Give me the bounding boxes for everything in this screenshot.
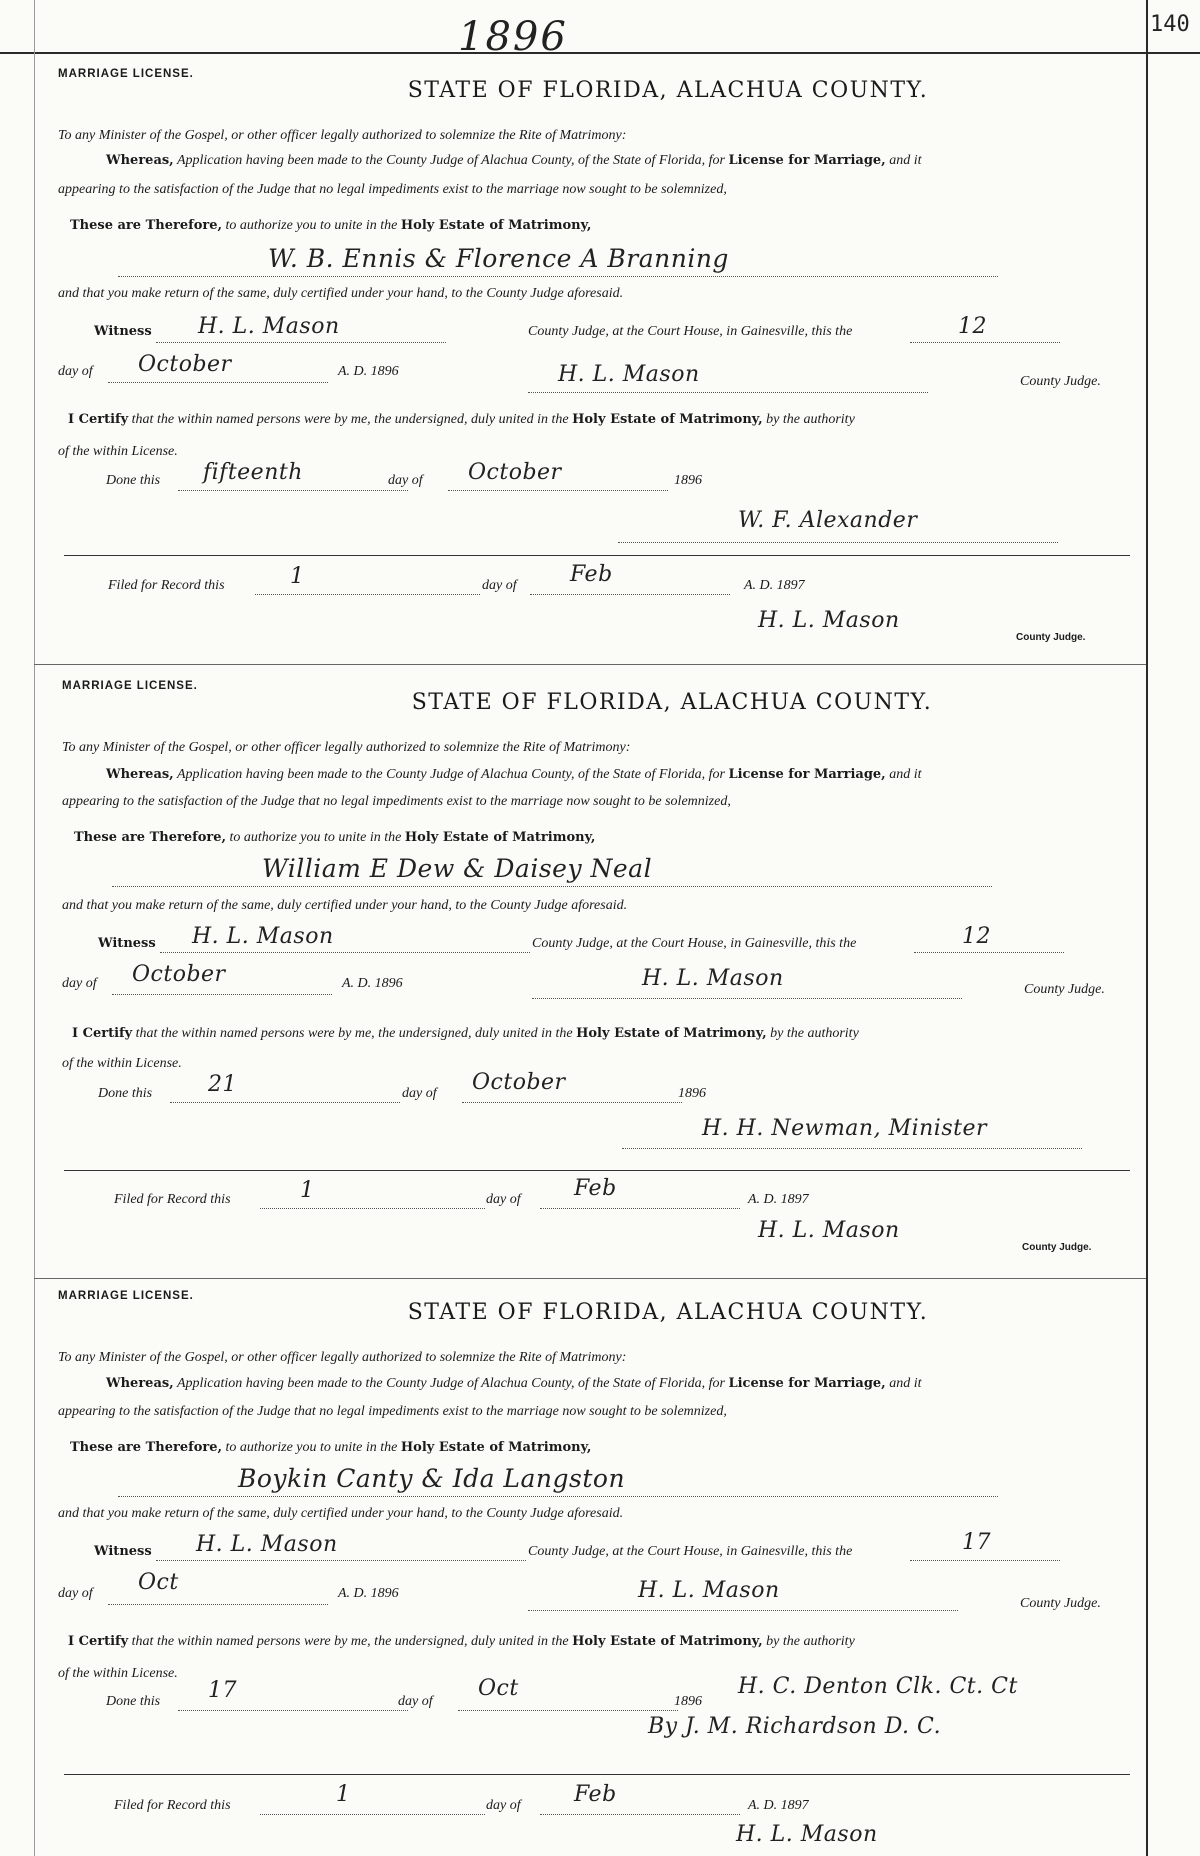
names-fill-line xyxy=(112,886,992,887)
filed-judge-handwritten-3: H. L. Mason xyxy=(736,1822,878,1847)
right-margin-rule xyxy=(1146,0,1148,1856)
certify-word: I Certify xyxy=(68,412,129,427)
these-line xyxy=(70,218,591,234)
witness-judge-handwritten: H. L. Mason xyxy=(196,1532,338,1557)
certify-line xyxy=(68,412,855,428)
whereas-word: Whereas, xyxy=(106,767,174,782)
officiant-signature-line xyxy=(622,1148,1082,1149)
county-judge-small-1: County Judge. xyxy=(1016,632,1086,643)
ad-label-wrap xyxy=(342,976,403,992)
holy-estate: Holy Estate of Matrimony, xyxy=(404,830,596,845)
filed-ad-label-2: A. D. 189 xyxy=(748,1192,802,1207)
done-day-of-label: day of xyxy=(398,1694,433,1709)
judge-signature-handwritten: H. L. Mason xyxy=(638,1578,780,1603)
these-text: to authorize you to unite in the xyxy=(225,218,398,233)
court-text: County Judge, at the Court House, in Gainesville, this the xyxy=(532,936,857,951)
issue-month-handwritten: October xyxy=(132,962,226,987)
couple-names-handwritten: William E Dew & Daisey Neal xyxy=(262,854,653,883)
issue-month-handwritten: Oct xyxy=(138,1570,179,1595)
certify-by: by the authority xyxy=(766,1634,855,1649)
these-word: These are Therefore, xyxy=(70,1440,223,1455)
witness-fill-line xyxy=(160,952,530,953)
ad-year-handwritten: 6 xyxy=(395,976,403,991)
couple-names-handwritten: W. B. Ennis & Florence A Branning xyxy=(268,244,729,273)
month-fill-line xyxy=(108,382,328,383)
couple-names-handwritten: Boykin Canty & Ida Langston xyxy=(238,1464,626,1493)
filed-day-handwritten-1: 1 xyxy=(290,564,305,589)
done-year-label: 189 xyxy=(678,1086,699,1101)
deputy-signature-handwritten: By J. M. Richardson D. C. xyxy=(648,1714,942,1739)
filed-text-3: Filed for Record this xyxy=(114,1798,231,1813)
these-word: These are Therefore, xyxy=(70,218,223,233)
witness-fill-line xyxy=(156,1560,526,1561)
filed-month-handwritten-1: Feb xyxy=(570,562,613,587)
filed-month-fill-2 xyxy=(540,1208,740,1209)
these-text: to authorize you to unite in the xyxy=(225,1440,398,1455)
filed-day-of-1: day of xyxy=(482,578,517,593)
whereas-text: Application having been made to the County Judge of Alachua County, of the State of Florida, for xyxy=(176,767,725,782)
done-day-fill xyxy=(170,1102,400,1103)
certify-word: I Certify xyxy=(68,1634,129,1649)
license-label: MARRIAGE LICENSE. xyxy=(58,1290,194,1302)
license-title: STATE OF FLORIDA, ALACHUA COUNTY. xyxy=(411,690,933,715)
license-for-marriage: License for Marriage, xyxy=(728,153,886,168)
within-license: of the within License. xyxy=(58,1666,178,1681)
license-title: STATE OF FLORIDA, ALACHUA COUNTY. xyxy=(407,78,929,103)
certify-by: by the authority xyxy=(770,1026,859,1041)
filed-judge-handwritten-2: H. L. Mason xyxy=(758,1218,900,1243)
return-line: and that you make return of the same, duly certified under your hand, to the County Judge aforesaid. xyxy=(58,286,624,301)
done-year-wrap xyxy=(678,1086,706,1102)
holy-estate: Holy Estate of Matrimony, xyxy=(400,1440,592,1455)
within-license: of the within License. xyxy=(62,1056,182,1071)
certify-text: that the within named persons were by me, the undersigned, duly united in the xyxy=(135,1026,573,1041)
done-month-fill xyxy=(462,1102,682,1103)
whereas-line xyxy=(106,767,921,783)
marriage-license-1 xyxy=(58,68,1118,648)
county-judge-label: County Judge. xyxy=(1024,982,1105,997)
whereas-text: Application having been made to the County Judge of Alachua County, of the State of Florida, for xyxy=(176,1376,725,1391)
license-1-filing-rule xyxy=(64,555,1130,556)
done-day-fill xyxy=(178,490,408,491)
done-month-handwritten: Oct xyxy=(478,1676,519,1701)
appearing-line: appearing to the satisfaction of the Judge that no legal impediments exist to the marriage now sought to be solemnized, xyxy=(58,182,727,197)
filed-ad-wrap-3 xyxy=(748,1798,809,1814)
filed-ad-handwritten-3: 7 xyxy=(801,1798,809,1813)
certify-holy-estate: Holy Estate of Matrimony, xyxy=(572,1634,763,1649)
court-text: County Judge, at the Court House, in Gainesville, this the xyxy=(528,324,853,339)
filed-month-handwritten-2: Feb xyxy=(574,1176,617,1201)
filed-day-fill-1 xyxy=(255,594,480,595)
filed-judge-handwritten-1: H. L. Mason xyxy=(758,608,900,633)
ad-label: A. D. 189 xyxy=(342,976,396,991)
license-for-marriage: License for Marriage, xyxy=(728,767,886,782)
holy-estate: Holy Estate of Matrimony, xyxy=(400,218,592,233)
witness-word-wrap xyxy=(94,1544,152,1560)
filed-ad-handwritten-1: 7 xyxy=(797,578,805,593)
filed-day-of-3: day of xyxy=(486,1798,521,1813)
address-line: To any Minister of the Gospel, or other officer legally authorized to solemnize the Rite of Matrimony: xyxy=(58,1350,627,1365)
done-day-handwritten: fifteenth xyxy=(203,460,303,485)
done-year-handwritten: 6 xyxy=(699,1086,706,1101)
done-day-fill xyxy=(178,1710,408,1711)
day-of-label: day of xyxy=(62,976,97,991)
county-judge-small-2: County Judge. xyxy=(1022,1242,1092,1253)
ad-label: A. D. 189 xyxy=(338,1586,392,1601)
these-text: to authorize you to unite in the xyxy=(229,830,402,845)
witness-word-wrap xyxy=(94,324,152,340)
filed-day-handwritten-2: 1 xyxy=(300,1178,315,1203)
witness-word: Witness xyxy=(94,324,152,339)
marriage-license-2 xyxy=(62,680,1122,1260)
done-month-handwritten: October xyxy=(472,1070,566,1095)
appearing-line: appearing to the satisfaction of the Judge that no legal impediments exist to the marriage now sought to be solemnized, xyxy=(62,794,731,809)
names-fill-line xyxy=(118,1496,998,1497)
and-it: and it xyxy=(889,153,922,168)
done-day-of-label: day of xyxy=(402,1086,437,1101)
filed-day-of-2: day of xyxy=(486,1192,521,1207)
certify-line xyxy=(68,1634,855,1650)
done-year-handwritten: 6 xyxy=(695,1694,702,1709)
filed-month-fill-3 xyxy=(540,1814,740,1815)
day-fill-line xyxy=(910,1560,1060,1561)
and-it: and it xyxy=(889,767,922,782)
done-year-label: 189 xyxy=(674,1694,695,1709)
address-line: To any Minister of the Gospel, or other officer legally authorized to solemnize the Rite of Matrimony: xyxy=(58,128,627,143)
day-fill-line xyxy=(914,952,1064,953)
ad-year-handwritten: 6 xyxy=(391,364,399,379)
filed-ad-label-3: A. D. 189 xyxy=(748,1798,802,1813)
court-text: County Judge, at the Court House, in Gainesville, this the xyxy=(528,1544,853,1559)
license-label: MARRIAGE LICENSE. xyxy=(58,68,194,80)
license-title: STATE OF FLORIDA, ALACHUA COUNTY. xyxy=(407,1300,929,1325)
witness-judge-handwritten: H. L. Mason xyxy=(198,314,340,339)
whereas-line xyxy=(106,1376,921,1392)
license-divider-2 xyxy=(34,1278,1146,1279)
filed-day-fill-2 xyxy=(260,1208,485,1209)
certify-holy-estate: Holy Estate of Matrimony, xyxy=(572,412,763,427)
filed-month-fill-1 xyxy=(530,594,730,595)
top-rule xyxy=(0,52,1200,54)
whereas-line xyxy=(106,153,921,169)
filed-day-handwritten-3: 1 xyxy=(336,1782,351,1807)
filed-month-handwritten-3: Feb xyxy=(574,1782,617,1807)
within-license: of the within License. xyxy=(58,444,178,459)
whereas-word: Whereas, xyxy=(106,1376,174,1391)
certify-holy-estate: Holy Estate of Matrimony, xyxy=(576,1026,767,1041)
issue-day-handwritten: 12 xyxy=(962,924,991,949)
these-line xyxy=(74,830,595,846)
ad-label-wrap xyxy=(338,1586,399,1602)
whereas-text: Application having been made to the County Judge of Alachua County, of the State of Florida, for xyxy=(176,153,725,168)
issue-month-handwritten: October xyxy=(138,352,232,377)
judge-signature-handwritten: H. L. Mason xyxy=(558,362,700,387)
filed-text-2: Filed for Record this xyxy=(114,1192,231,1207)
issue-day-handwritten: 12 xyxy=(958,314,987,339)
certify-text: that the within named persons were by me, the undersigned, duly united in the xyxy=(131,412,569,427)
officiant-signature-handwritten: W. F. Alexander xyxy=(738,508,918,533)
officiant-signature-handwritten: H. H. Newman, Minister xyxy=(702,1116,988,1141)
done-month-fill xyxy=(458,1710,678,1711)
and-it: and it xyxy=(889,1376,922,1391)
these-line xyxy=(70,1440,591,1456)
ad-year-handwritten: 6 xyxy=(391,1586,399,1601)
license-divider-1 xyxy=(34,664,1146,665)
license-3-filing-rule xyxy=(64,1774,1130,1775)
issue-day-handwritten: 17 xyxy=(962,1530,991,1555)
names-fill-line xyxy=(118,276,998,277)
license-label: MARRIAGE LICENSE. xyxy=(62,680,198,692)
filed-day-fill-3 xyxy=(260,1814,485,1815)
done-month-handwritten: October xyxy=(468,460,562,485)
done-this-label: Done this xyxy=(98,1086,153,1101)
done-day-of-label: day of xyxy=(388,473,423,488)
ad-label-wrap xyxy=(338,364,399,380)
judge-signature-line xyxy=(532,998,962,999)
county-judge-label: County Judge. xyxy=(1020,374,1101,389)
return-line: and that you make return of the same, duly certified under your hand, to the County Judge aforesaid. xyxy=(62,898,628,913)
judge-signature-line xyxy=(528,1610,958,1611)
certify-line xyxy=(72,1026,859,1042)
license-2-filing-rule xyxy=(64,1170,1130,1171)
done-this-label: Done this xyxy=(106,1694,161,1709)
witness-judge-handwritten: H. L. Mason xyxy=(192,924,334,949)
return-line: and that you make return of the same, duly certified under your hand, to the County Judge aforesaid. xyxy=(58,1506,624,1521)
filed-ad-handwritten-2: 7 xyxy=(801,1192,809,1207)
done-year-label: 189 xyxy=(674,473,695,488)
marriage-license-3 xyxy=(58,1290,1118,1850)
done-month-fill xyxy=(448,490,668,491)
certify-word: I Certify xyxy=(72,1026,133,1041)
filed-ad-wrap-1 xyxy=(744,578,805,594)
page-year-handwritten: 1896 xyxy=(458,14,568,60)
these-word: These are Therefore, xyxy=(74,830,227,845)
appearing-line: appearing to the satisfaction of the Judge that no legal impediments exist to the marriage now sought to be solemnized, xyxy=(58,1404,727,1419)
filed-text-1: Filed for Record this xyxy=(108,578,225,593)
left-margin-rule xyxy=(34,0,35,1856)
license-for-marriage: License for Marriage, xyxy=(728,1376,886,1391)
month-fill-line xyxy=(108,1604,328,1605)
judge-signature-handwritten: H. L. Mason xyxy=(642,966,784,991)
filed-ad-label-1: A. D. 189 xyxy=(744,578,798,593)
done-year-handwritten: 6 xyxy=(695,473,702,488)
witness-word: Witness xyxy=(94,1544,152,1559)
officiant-signature-handwritten: H. C. Denton Clk. Ct. Ct xyxy=(738,1674,1018,1699)
done-this-label: Done this xyxy=(106,473,161,488)
day-fill-line xyxy=(910,342,1060,343)
address-line: To any Minister of the Gospel, or other officer legally authorized to solemnize the Rite of Matrimony: xyxy=(62,740,631,755)
certify-text: that the within named persons were by me, the undersigned, duly united in the xyxy=(131,1634,569,1649)
judge-signature-line xyxy=(528,392,928,393)
ad-label: A. D. 189 xyxy=(338,364,392,379)
officiant-signature-line xyxy=(618,542,1058,543)
county-judge-label: County Judge. xyxy=(1020,1596,1101,1611)
witness-word-wrap xyxy=(98,936,156,952)
done-day-handwritten: 17 xyxy=(208,1678,237,1703)
day-of-label: day of xyxy=(58,364,93,379)
day-of-label: day of xyxy=(58,1586,93,1601)
certify-by: by the authority xyxy=(766,412,855,427)
witness-fill-line xyxy=(156,342,446,343)
month-fill-line xyxy=(112,994,332,995)
page-number: 140 xyxy=(1150,12,1190,37)
done-year-wrap xyxy=(674,1694,702,1710)
filed-ad-wrap-2 xyxy=(748,1192,809,1208)
whereas-word: Whereas, xyxy=(106,153,174,168)
done-year-wrap xyxy=(674,473,702,489)
witness-word: Witness xyxy=(98,936,156,951)
done-day-handwritten: 21 xyxy=(208,1072,237,1097)
